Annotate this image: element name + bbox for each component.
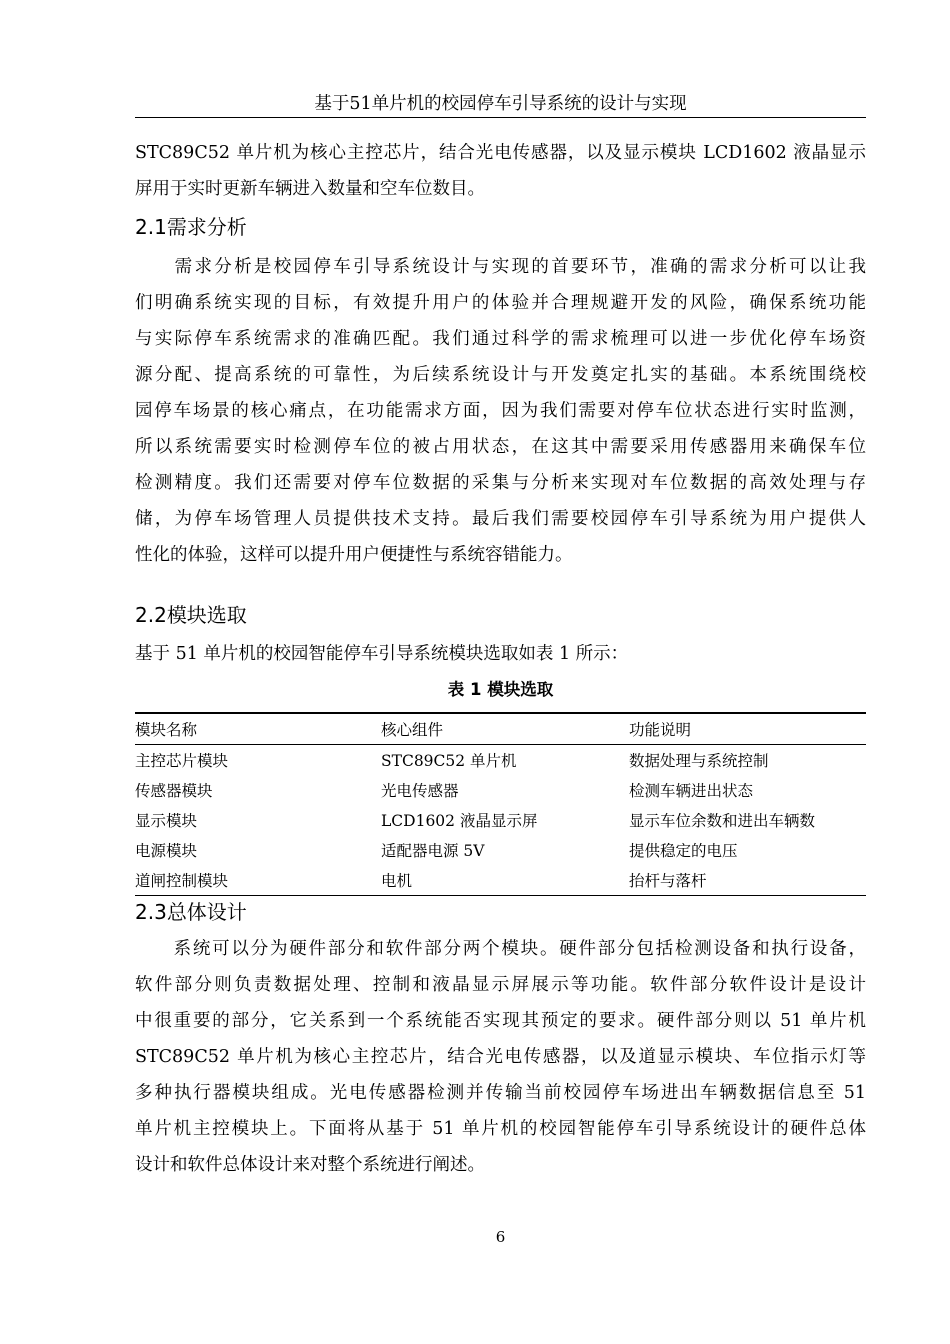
table-cell: 显示车位余数和进出车辆数	[629, 812, 816, 830]
table-row	[135, 865, 866, 896]
table-cell: 电源模块	[135, 842, 198, 860]
table-cell: 提供稳定的电压	[629, 842, 738, 860]
table-row	[135, 805, 866, 835]
section-heading-2-1	[135, 213, 247, 241]
column-header: 模块名称	[135, 721, 198, 739]
paragraph-line: 多种执行器模块组成。光电传感器检测并传输当前校园停车场进出车辆数据信息至 51	[135, 1083, 866, 1103]
table-row	[135, 775, 866, 805]
paragraph-line: 需求分析是校园停车引导系统设计与实现的首要环节，准确的需求分析可以让我	[135, 257, 866, 277]
table-cell: 道闸控制模块	[135, 872, 229, 890]
section-title: 总体设计	[166, 900, 247, 924]
paragraph-line: 系统可以分为硬件部分和软件部分两个模块。硬件部分包括检测设备和执行设备，	[135, 939, 866, 959]
intro-line: STC89C52 单片机为核心主控芯片，结合光电传感器，以及显示模块 LCD1602 液晶显示	[135, 143, 866, 163]
paragraph-line: 单片机主控模块上。下面将从基于 51 单片机的校园智能停车引导系统设计的硬件总体	[135, 1119, 866, 1139]
paragraph-line: 园停车场景的核心痛点，在功能需求方面，因为我们需要对停车位状态进行实时监测，	[135, 401, 866, 421]
table-cell: 显示模块	[135, 812, 198, 830]
table-row	[135, 745, 866, 776]
table-row	[135, 835, 866, 865]
paragraph-line: 软件部分则负责数据处理、控制和液晶显示屏展示等功能。软件部分软件设计是设计	[135, 975, 866, 995]
paragraph-line: STC89C52 单片机为核心主控芯片，结合光电传感器，以及道显示模块、车位指示灯等	[135, 1047, 866, 1067]
module-intro-paragraph	[135, 636, 866, 672]
table-cell: 抬杆与落杆	[629, 872, 707, 890]
column-header: 功能说明	[629, 721, 692, 739]
paragraph-line: 源分配、提高系统的可靠性，为后续系统设计与开发奠定扎实的基础。本系统围绕校	[135, 365, 866, 385]
page-number: 6	[495, 1228, 506, 1246]
intro-line: 屏用于实时更新车辆进入数量和空车位数目。	[135, 179, 485, 199]
table-cell: 检测车辆进出状态	[629, 782, 754, 800]
running-header: 基于51单片机的校园停车引导系统的设计与实现	[314, 94, 687, 114]
section-title: 需求分析	[166, 215, 247, 239]
requirements-paragraph	[135, 249, 866, 573]
paragraph-line: 与实际停车系统需求的准确匹配。我们通过科学的需求梳理可以进一步优化停车场资	[135, 329, 866, 349]
header-rule	[135, 117, 866, 118]
table-cell: LCD1602 液晶显示屏	[381, 812, 538, 830]
section-title: 模块选取	[166, 603, 247, 627]
table-cell: 主控芯片模块	[135, 752, 229, 770]
section-number: 2.1	[135, 215, 167, 239]
table-cell: 数据处理与系统控制	[629, 752, 769, 770]
section-number: 2.2	[135, 603, 167, 627]
paragraph-line: 设计和软件总体设计来对整个系统进行阐述。	[135, 1155, 485, 1175]
intro-paragraph	[135, 135, 866, 207]
table-cell: 传感器模块	[135, 782, 213, 800]
paragraph-line: 们明确系统实现的目标，有效提升用户的体验并合理规避开发的风险，确保系统功能	[135, 293, 866, 313]
section-heading-2-2	[135, 601, 247, 629]
section-heading-2-3	[135, 898, 247, 926]
table-cell: STC89C52 单片机	[381, 752, 517, 770]
paragraph-line: 中很重要的部分，它关系到一个系统能否实现其预定的要求。硬件部分则以 51 单片机	[135, 1011, 866, 1031]
paragraph-line: 所以系统需要实时检测停车位的被占用状态，在这其中需要采用传感器用来确保车位	[135, 437, 866, 457]
overall-design-paragraph	[135, 931, 866, 1183]
column-header: 核心组件	[381, 721, 444, 739]
section-number: 2.3	[135, 900, 167, 924]
module-table	[135, 712, 866, 896]
table-cell: 电机	[381, 872, 413, 890]
table-cell: 光电传感器	[381, 782, 459, 800]
table-cell: 适配器电源 5V	[381, 842, 485, 860]
table-caption: 表 1 模块选取	[447, 680, 554, 699]
paragraph-line: 储，为停车场管理人员提供技术支持。最后我们需要校园停车引导系统为用户提供人	[135, 509, 866, 529]
table-header-row	[135, 713, 866, 745]
paragraph-line: 性化的体验，这样可以提升用户便捷性与系统容错能力。	[135, 545, 573, 565]
paragraph-line: 基于 51 单片机的校园智能停车引导系统模块选取如表 1 所示：	[135, 644, 629, 664]
paragraph-line: 检测精度。我们还需要对停车位数据的采集与分析来实现对车位数据的高效处理与存	[135, 473, 866, 493]
